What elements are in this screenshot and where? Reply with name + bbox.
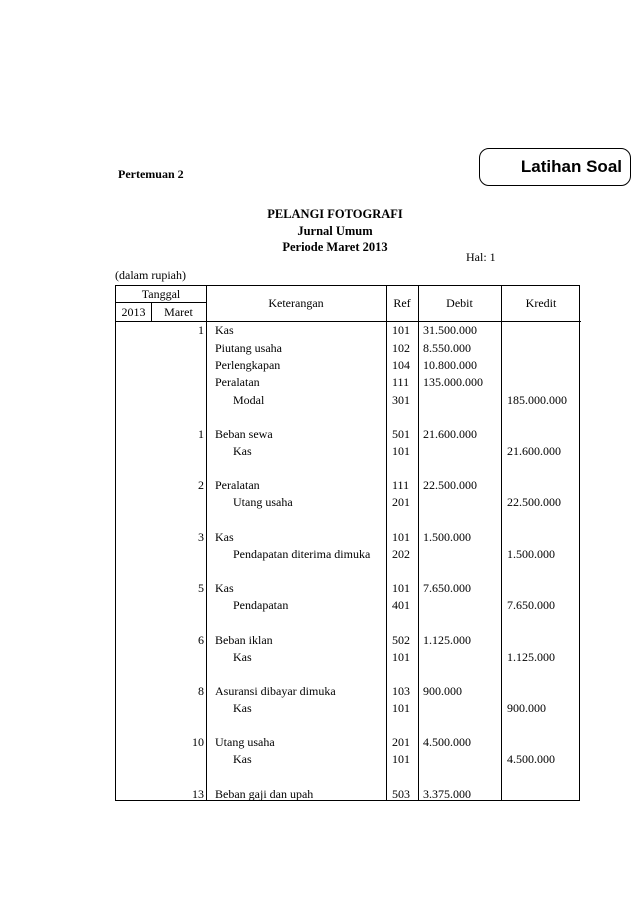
entry-debit: 4.500.000: [423, 735, 471, 749]
table-row: [116, 443, 581, 459]
entry-description: Kas: [233, 650, 252, 664]
entry-description: Beban sewa: [215, 427, 273, 441]
entry-ref: 401: [392, 598, 410, 612]
entry-day: 3: [198, 530, 204, 544]
entry-description: Modal: [233, 393, 265, 407]
entry-description: Utang usaha: [233, 495, 293, 509]
table-row: [116, 700, 581, 716]
header-keterangan: Keterangan: [268, 296, 324, 310]
entry-credit: 185.000.000: [507, 393, 567, 407]
header-kredit: Kredit: [525, 296, 557, 310]
entry-description: Kas: [233, 701, 252, 715]
entry-day: 1: [198, 427, 204, 441]
entry-description: Perlengkapan: [215, 358, 281, 372]
entry-day: 8: [198, 684, 204, 698]
entry-description: Utang usaha: [215, 735, 275, 749]
header-month: Maret: [164, 305, 193, 319]
header-tanggal: Tanggal: [141, 287, 181, 301]
entry-ref: 301: [392, 393, 410, 407]
exercise-badge: Latihan Soal: [479, 148, 631, 186]
entry-ref: 103: [392, 684, 410, 698]
entry-description: Peralatan: [215, 375, 260, 389]
entry-debit: 21.600.000: [423, 427, 477, 441]
entry-ref: 104: [392, 358, 410, 372]
entry-ref: 101: [392, 444, 410, 458]
entry-description: Beban gaji dan upah: [215, 787, 314, 801]
entry-debit: 1.500.000: [423, 530, 471, 544]
table-row: [116, 597, 581, 613]
header-year: 2013: [121, 305, 146, 319]
entry-debit: 31.500.000: [423, 323, 477, 337]
table-row: [116, 477, 581, 493]
entry-description: Kas: [215, 323, 234, 337]
table-row: [116, 322, 581, 338]
entry-debit: 3.375.000: [423, 787, 471, 801]
entry-ref: 502: [392, 633, 410, 647]
table-row: [116, 392, 581, 408]
table-row: [116, 751, 581, 767]
entry-description: Kas: [215, 530, 234, 544]
entry-ref: 101: [392, 650, 410, 664]
entry-credit: 4.500.000: [507, 752, 555, 766]
entry-ref: 202: [392, 547, 410, 561]
header-debit: Debit: [446, 296, 473, 310]
entry-ref: 101: [392, 530, 410, 544]
table-row: [116, 786, 581, 802]
entry-debit: 900.000: [423, 684, 462, 698]
entry-ref: 102: [392, 341, 410, 355]
general-journal-table: [115, 285, 580, 801]
entry-ref: 111: [392, 478, 410, 492]
entry-description: Piutang usaha: [215, 341, 282, 355]
page-number: Hal: 1: [466, 250, 496, 264]
entry-ref: 503: [392, 787, 410, 801]
entry-description: Pendapatan: [233, 598, 289, 612]
entry-credit: 22.500.000: [507, 495, 561, 509]
entry-day: 13: [192, 787, 204, 801]
currency-unit: (dalam rupiah): [115, 268, 186, 282]
table-row: [116, 649, 581, 665]
table-row: [116, 374, 581, 390]
entry-description: Kas: [215, 581, 234, 595]
entry-day: 5: [198, 581, 204, 595]
entry-ref: 201: [392, 735, 410, 749]
entry-credit: 900.000: [507, 701, 546, 715]
company-name: PELANGI FOTOGRAFI: [267, 207, 403, 221]
header-ref: Ref: [393, 296, 411, 310]
journal-title: Jurnal Umum: [297, 224, 373, 238]
entry-ref: 501: [392, 427, 410, 441]
entry-debit: 22.500.000: [423, 478, 477, 492]
entry-debit: 8.550.000: [423, 341, 471, 355]
entry-day: 10: [192, 735, 204, 749]
divider-tanggal-sub: [116, 302, 206, 303]
entry-ref: 101: [392, 701, 410, 715]
entry-credit: 1.500.000: [507, 547, 555, 561]
table-row: [116, 632, 581, 648]
entry-day: 6: [198, 633, 204, 647]
entry-ref: 101: [392, 752, 410, 766]
entry-debit: 7.650.000: [423, 581, 471, 595]
table-row: [116, 340, 581, 356]
table-row: [116, 426, 581, 442]
meeting-label: Pertemuan 2: [118, 167, 184, 181]
entry-day: 2: [198, 478, 204, 492]
entry-ref: 101: [392, 323, 410, 337]
table-row: [116, 357, 581, 373]
entry-description: Beban iklan: [215, 633, 273, 647]
entry-debit: 135.000.000: [423, 375, 483, 389]
entry-credit: 7.650.000: [507, 598, 555, 612]
entry-credit: 21.600.000: [507, 444, 561, 458]
entry-ref: 201: [392, 495, 410, 509]
journal-period: Periode Maret 2013: [282, 240, 388, 254]
table-row: [116, 683, 581, 699]
table-row: [116, 494, 581, 510]
entry-ref: 101: [392, 581, 410, 595]
table-row: [116, 529, 581, 545]
entry-day: 1: [198, 323, 204, 337]
entry-description: Peralatan: [215, 478, 260, 492]
table-row: [116, 580, 581, 596]
entry-debit: 10.800.000: [423, 358, 477, 372]
entry-description: Kas: [233, 752, 252, 766]
table-row: [116, 546, 581, 562]
entry-description: Pendapatan diterima dimuka: [233, 547, 371, 561]
entry-description: Asuransi dibayar dimuka: [215, 684, 336, 698]
entry-credit: 1.125.000: [507, 650, 555, 664]
entry-ref: 111: [392, 375, 410, 389]
entry-description: Kas: [233, 444, 252, 458]
table-row: [116, 734, 581, 750]
entry-debit: 1.125.000: [423, 633, 471, 647]
